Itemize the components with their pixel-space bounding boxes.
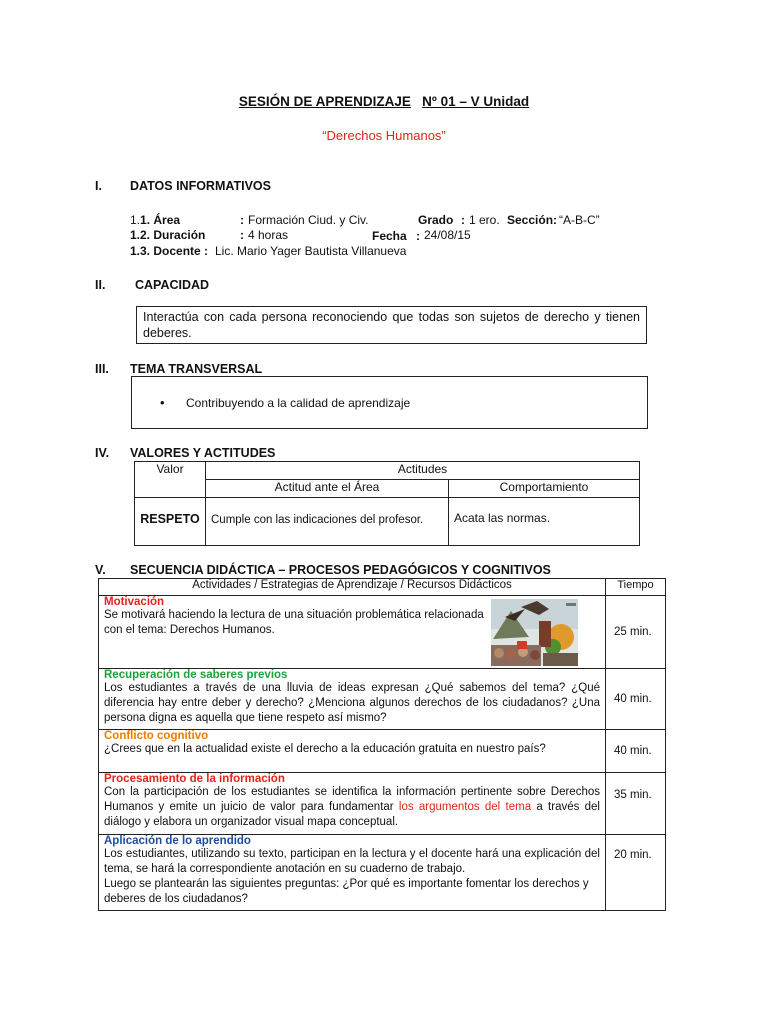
section1-title: DATOS INFORMATIVOS <box>130 179 271 193</box>
procesamiento-heading: Procesamiento de la información <box>104 773 285 785</box>
fecha-value: 24/08/15 <box>424 228 471 242</box>
aplicacion-cell <box>99 835 606 911</box>
aplicacion-heading: Aplicación de lo aprendido <box>104 835 251 847</box>
secuencia-table <box>98 578 666 911</box>
grado-sep: : <box>461 213 465 227</box>
docente-label: 1.3. Docente : <box>130 244 209 258</box>
actitud-cell: Cumple con las indicaciones del profesor. <box>206 498 449 546</box>
aplicacion-time: 20 min. <box>606 835 666 911</box>
recuperacion-cell <box>99 669 606 730</box>
title-part1: SESIÓN DE APRENDIZAJE <box>238 94 411 109</box>
conflicto-heading: Conflicto cognitivo <box>104 730 209 742</box>
capacidad-text: Interactúa con cada persona reconociendo que todas son sujetos de derecho y tienen deberes. <box>143 310 640 340</box>
section1-number: I. <box>95 179 102 193</box>
section5-title: SECUENCIA DIDÁCTICA – PROCESOS PEDAGÓGICOS Y COGNITIVOS <box>130 563 551 577</box>
duracion-sep: : <box>240 228 244 242</box>
col-comportamiento-header: Comportamiento <box>449 480 640 498</box>
table-row <box>99 835 666 911</box>
fecha-label: Fecha <box>372 229 407 243</box>
section4-title: VALORES Y ACTITUDES <box>130 446 276 460</box>
capacidad-box <box>136 306 647 344</box>
fecha-sep: : <box>416 229 420 243</box>
motivacion-text: Se motivará haciendo la lectura de una situación problemática relacionada con el tema: Derechos Humanos. <box>104 609 484 636</box>
section2-number: II. <box>95 278 106 292</box>
grado-label: Grado <box>418 213 454 227</box>
recuperacion-heading: Recuperación de saberes previos <box>104 669 288 681</box>
table-row <box>99 773 666 835</box>
procesamiento-cell <box>99 773 606 835</box>
seccion-label: Sección: <box>507 213 558 227</box>
col-tiempo-header: Tiempo <box>606 579 666 596</box>
procesamiento-text-a: Con la participación de los estudiantes se identifica la información pertinente sobre Derechos Humanos y emite un juicio de valor para fundamentar <box>104 786 600 813</box>
table-row <box>99 730 666 773</box>
seccion-value: “A-B-C” <box>559 213 600 227</box>
aplicacion-text-a: Los estudiantes, utilizando su texto, participan en la lectura y el docente hará una explicación del tema, se hará la correspondiente anotación en su cuaderno de trabajo. <box>104 848 600 875</box>
docente-value: Lic. Mario Yager Bautista Villanueva <box>215 244 407 258</box>
section4-number: IV. <box>95 446 110 460</box>
area-label: 1. Área <box>140 213 181 227</box>
duracion-label: 1.2. Duración <box>130 228 206 242</box>
motivacion-cell <box>99 596 606 669</box>
motivacion-heading: Motivación <box>104 596 165 608</box>
valores-table <box>134 461 640 546</box>
area-sep: : <box>240 213 244 227</box>
tema-item: Contribuyendo a la calidad de aprendizaje <box>186 396 411 410</box>
title-part2: Nº 01 – V Unidad <box>422 94 530 109</box>
duracion-value: 4 horas <box>248 228 289 242</box>
bullet-icon: • <box>160 395 165 410</box>
area-value: Formación Ciud. y Civ. <box>248 213 369 227</box>
conflicto-time: 40 min. <box>606 730 666 773</box>
col-valor-header: Valor <box>135 462 206 498</box>
procesamiento-text-b: a través del diálogo y elabora un organizador visual mapa conceptual. <box>104 801 600 828</box>
section5-number: V. <box>95 563 106 577</box>
table-row <box>99 596 666 669</box>
section2-title: CAPACIDAD <box>135 278 210 292</box>
conflicto-text: ¿Crees que en la actualidad existe el derecho a la educación gratuita en nuestro país? <box>104 743 546 755</box>
col-actividades-header: Actividades / Estrategias de Aprendizaje / Recursos Didácticos <box>99 579 606 596</box>
procesamiento-text-red: los argumentos del tema <box>398 801 532 813</box>
derechos-humanos-collage-image <box>491 599 578 666</box>
procesamiento-text <box>104 785 600 830</box>
tema-box <box>131 376 648 429</box>
recuperacion-text: Los estudiantes a través de una lluvia de ideas expresan ¿Qué sabemos del tema? ¿Qué diferencia hay entre deber y derecho? ¿Menciona algunos derechos de los ciudadanos? ¿Una persona digna es aquella que tiene respeto así mismo? <box>104 682 600 724</box>
valor-cell: RESPETO <box>135 498 206 546</box>
comportamiento-cell: Acata las normas. <box>449 498 640 546</box>
col-actitudes-header: Actitudes <box>206 462 640 480</box>
grado-value: 1 ero. <box>469 213 500 227</box>
aplicacion-text-b: Luego se plantearán las siguientes preguntas: ¿Por qué es importante fomentar los derechos y deberes de los ciudadanos? <box>104 878 589 905</box>
motivacion-time: 25 min. <box>606 596 666 669</box>
col-actitud-area-header: Actitud ante el Área <box>206 480 449 498</box>
section3-number: III. <box>95 362 109 376</box>
recuperacion-time: 40 min. <box>606 669 666 730</box>
area-row <box>130 213 180 227</box>
document-title <box>0 94 768 109</box>
table-row <box>99 669 666 730</box>
conflicto-cell <box>99 730 606 773</box>
document-subtitle: “Derechos Humanos” <box>322 128 446 143</box>
section3-title: TEMA TRANSVERSAL <box>130 362 263 376</box>
area-prefix: 1. <box>130 213 141 227</box>
procesamiento-time: 35 min. <box>606 773 666 835</box>
